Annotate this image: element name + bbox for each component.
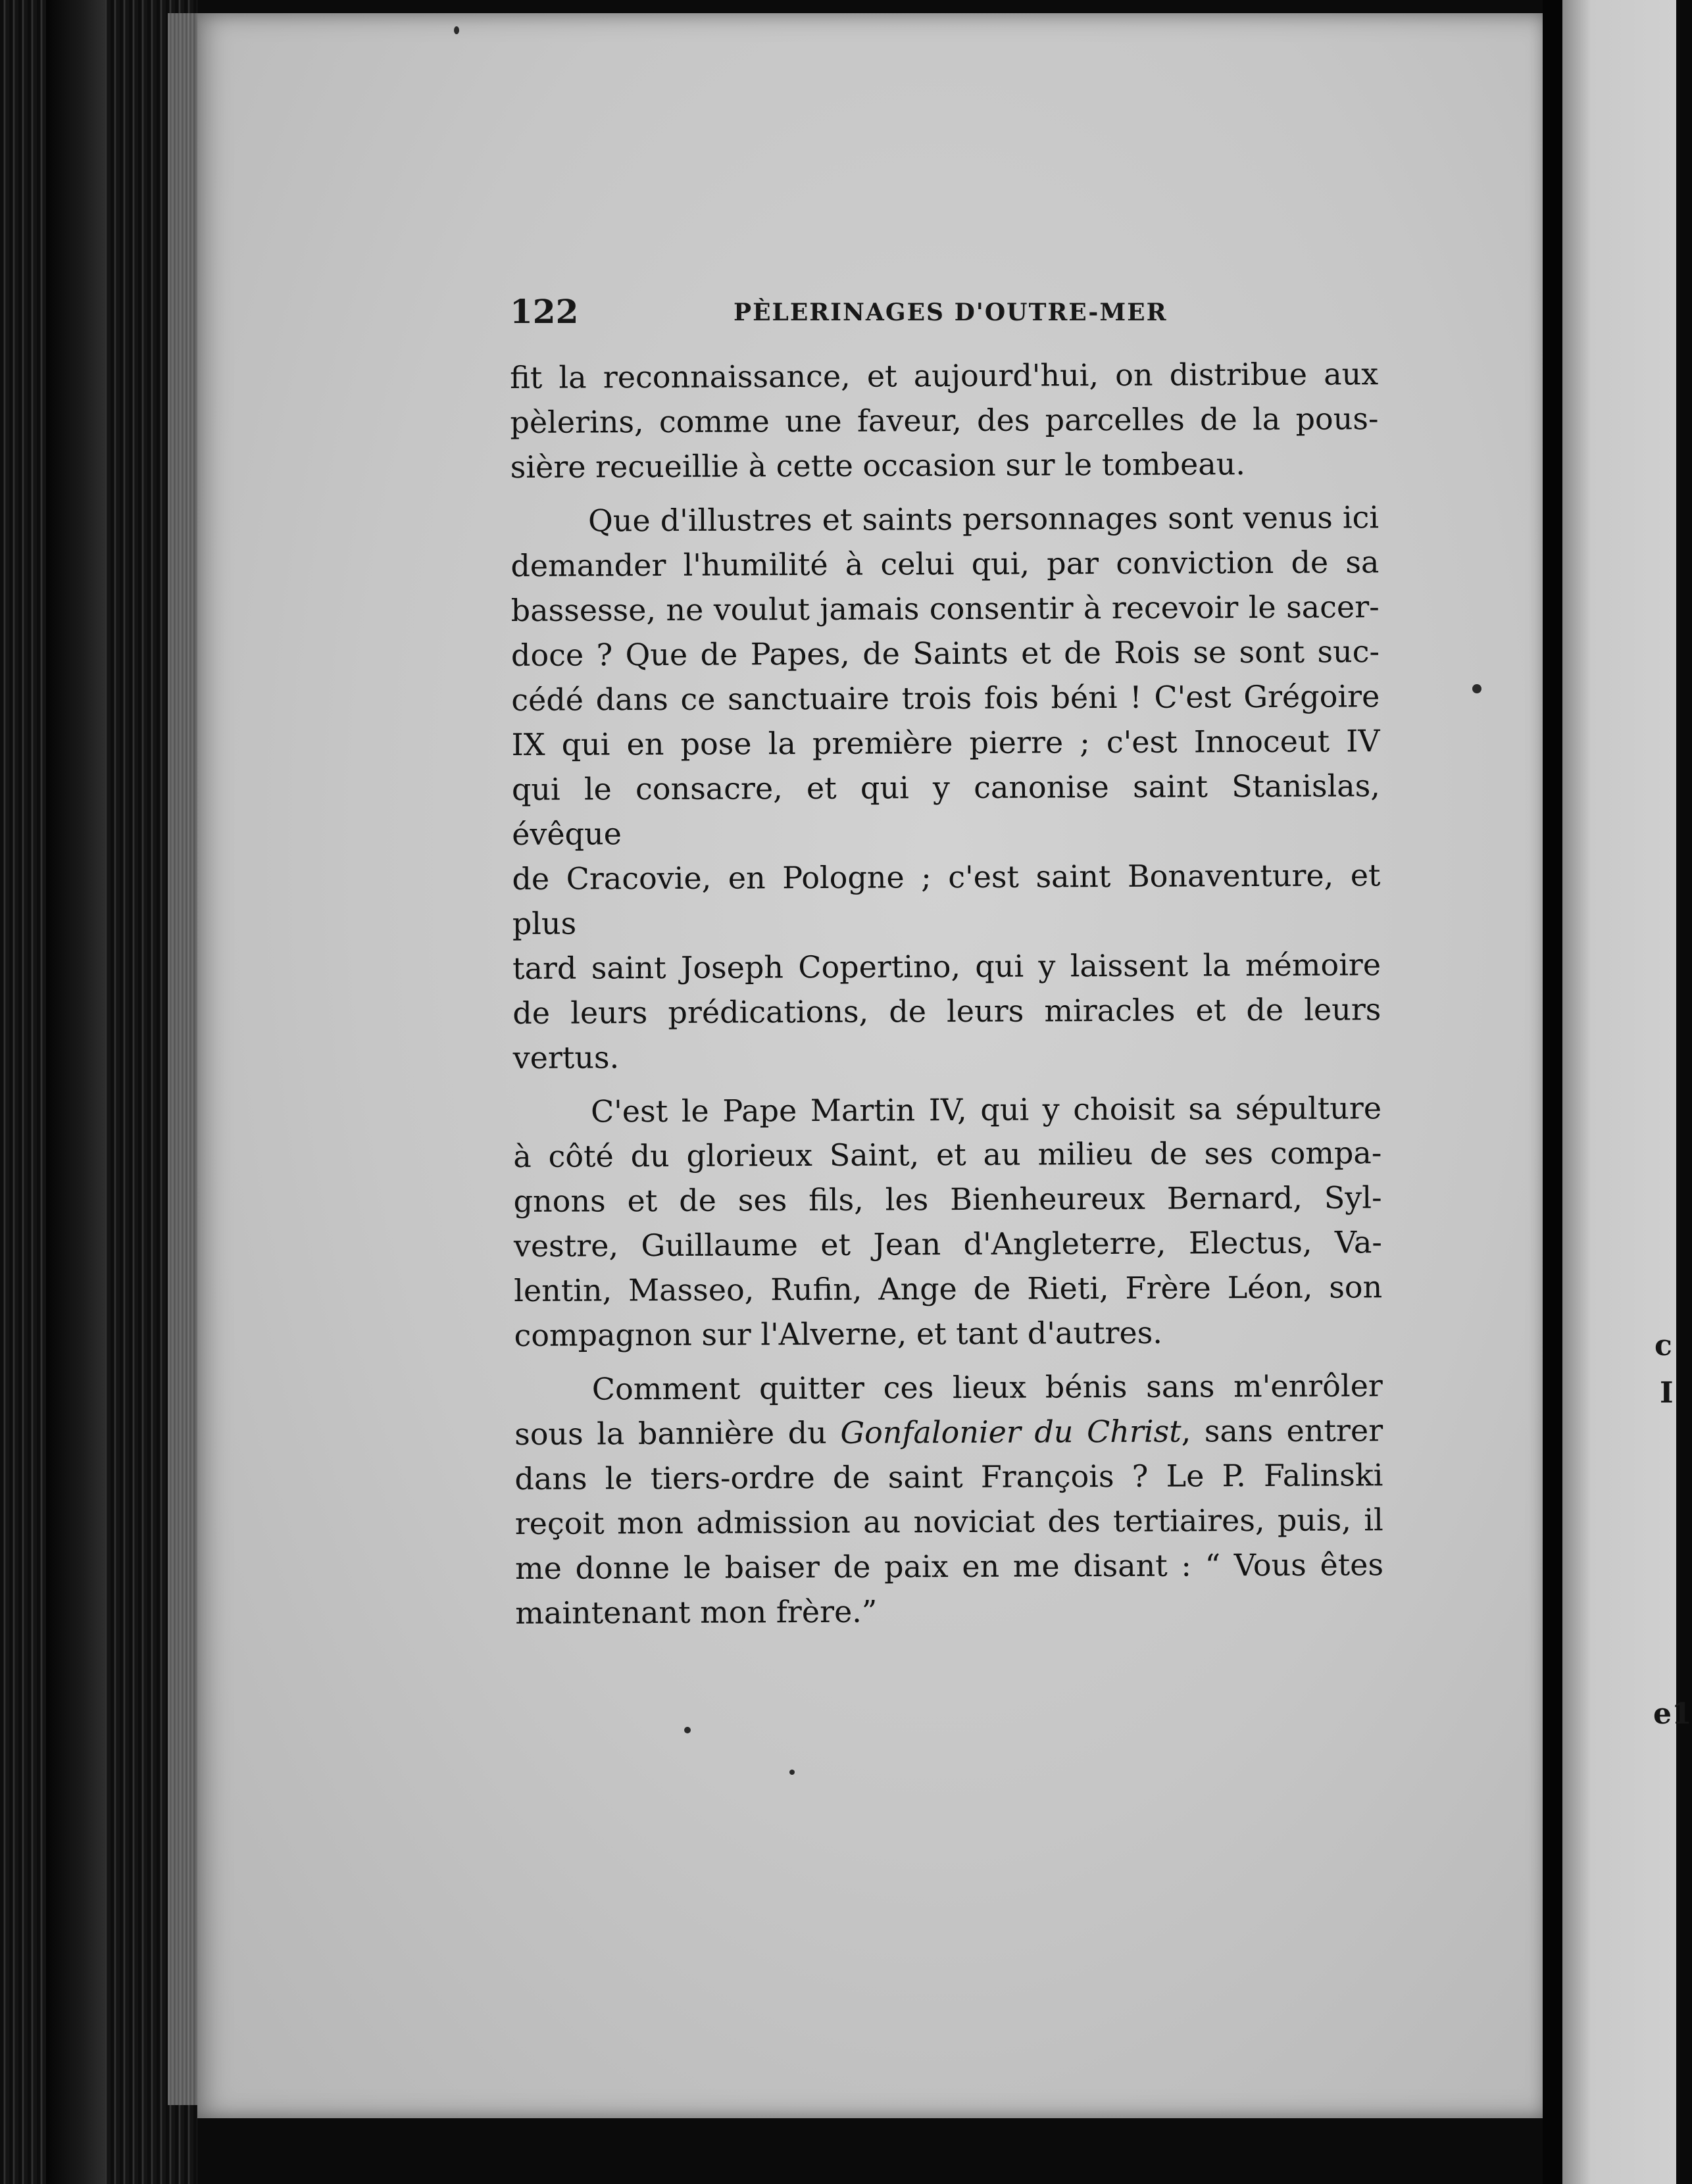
facing-page-edge [1562,0,1692,2184]
text-line-with-italic [514,1408,1383,1456]
text-line: C'est le Pape Martin IV, qui y choisit sa sépulture [590,1090,1382,1129]
text-line: Que d'illustres et saints personnages sont venus ici [587,499,1380,539]
paper-speck [789,1770,795,1775]
body-text [510,351,1384,1645]
text-line: qui le consacre, et qui y canonise saint Stanislas, évêque [511,768,1380,852]
text-line: lentin, Masseo, Rufin, Ange de Rieti, Frère Léon, son [514,1269,1383,1308]
binding-shadow [46,0,105,2184]
page-number: 122 [510,292,579,331]
running-title: PÈLERINAGES D'OUTRE-MER [734,299,1168,326]
text-line: reçoit mon admission au noviciat des tertiaires, puis, il [514,1502,1383,1541]
text-line: de Cracovie, en Pologne ; c'est saint Bonaventure, et plus [512,857,1381,941]
text-line: tard saint Joseph Copertino, qui y laissent la mémoire [512,947,1381,986]
text-line: doce ? Que de Papes, de Saints et de Rois se sont suc- [510,633,1380,673]
text-line: bassesse, ne voulut jamais consentir à recevoir le sacer- [510,589,1380,628]
facing-page-fragment: c [1655,1329,1672,1362]
text-line: demander l'humilité à celui qui, par conviction de sa [510,544,1380,583]
right-gutter [1543,0,1562,2184]
italic-title: Gonfalonier du Christ [840,1413,1182,1451]
text-line: sière recueillie à cette occasion sur le tombeau. [510,446,1246,485]
paper-speck [454,26,459,34]
text-line: de leurs prédications, de leurs miracles et de leurs [512,991,1381,1031]
text-segment: sous la bannière du [514,1414,841,1452]
paragraph-3 [513,1085,1383,1358]
running-head [510,289,1378,342]
paragraph-4 [514,1363,1384,1635]
text-line: Comment quitter ces lieux bénis sans m'enrôler [591,1368,1383,1407]
paragraph-2 [510,495,1381,1080]
text-line: gnons et de ses fils, les Bienheureux Bernard, Syl- [513,1179,1382,1219]
text-line: compagnon sur l'Alverne, et tant d'autres. [514,1314,1163,1353]
paper-speck [684,1727,691,1733]
text-line: dans le tiers-ordre de saint François ? Le P. Falinski [514,1457,1383,1497]
text-segment: , sans entrer [1181,1412,1383,1449]
facing-page-fragment: e1 [1653,1697,1692,1731]
facing-page-fragment: I [1660,1376,1674,1410]
text-line: vestre, Guillaume et Jean d'Angleterre, Electus, Va- [513,1224,1383,1264]
text-line: à côté du glorieux Saint, et au milieu de ses compa- [513,1135,1382,1174]
paper-speck [1472,684,1481,693]
text-line: me donne le baiser de paix en me disant : “ Vous êtes [514,1547,1384,1586]
text-line: fit la reconnaissance, et aujourd'hui, on distribue aux [510,356,1379,395]
text-line: cédé dans ce sanctuaire trois fois béni ! C'est Grégoire [511,678,1380,718]
text-line: pèlerins, comme une faveur, des parcelles de la pous- [510,401,1379,440]
text-line: IX qui en pose la première pierre ; c'est Innoceut IV [511,723,1380,762]
text-line: maintenant mon frère.” [515,1593,878,1631]
paragraph-1 [510,351,1379,489]
text-line: vertus. [512,1039,620,1076]
